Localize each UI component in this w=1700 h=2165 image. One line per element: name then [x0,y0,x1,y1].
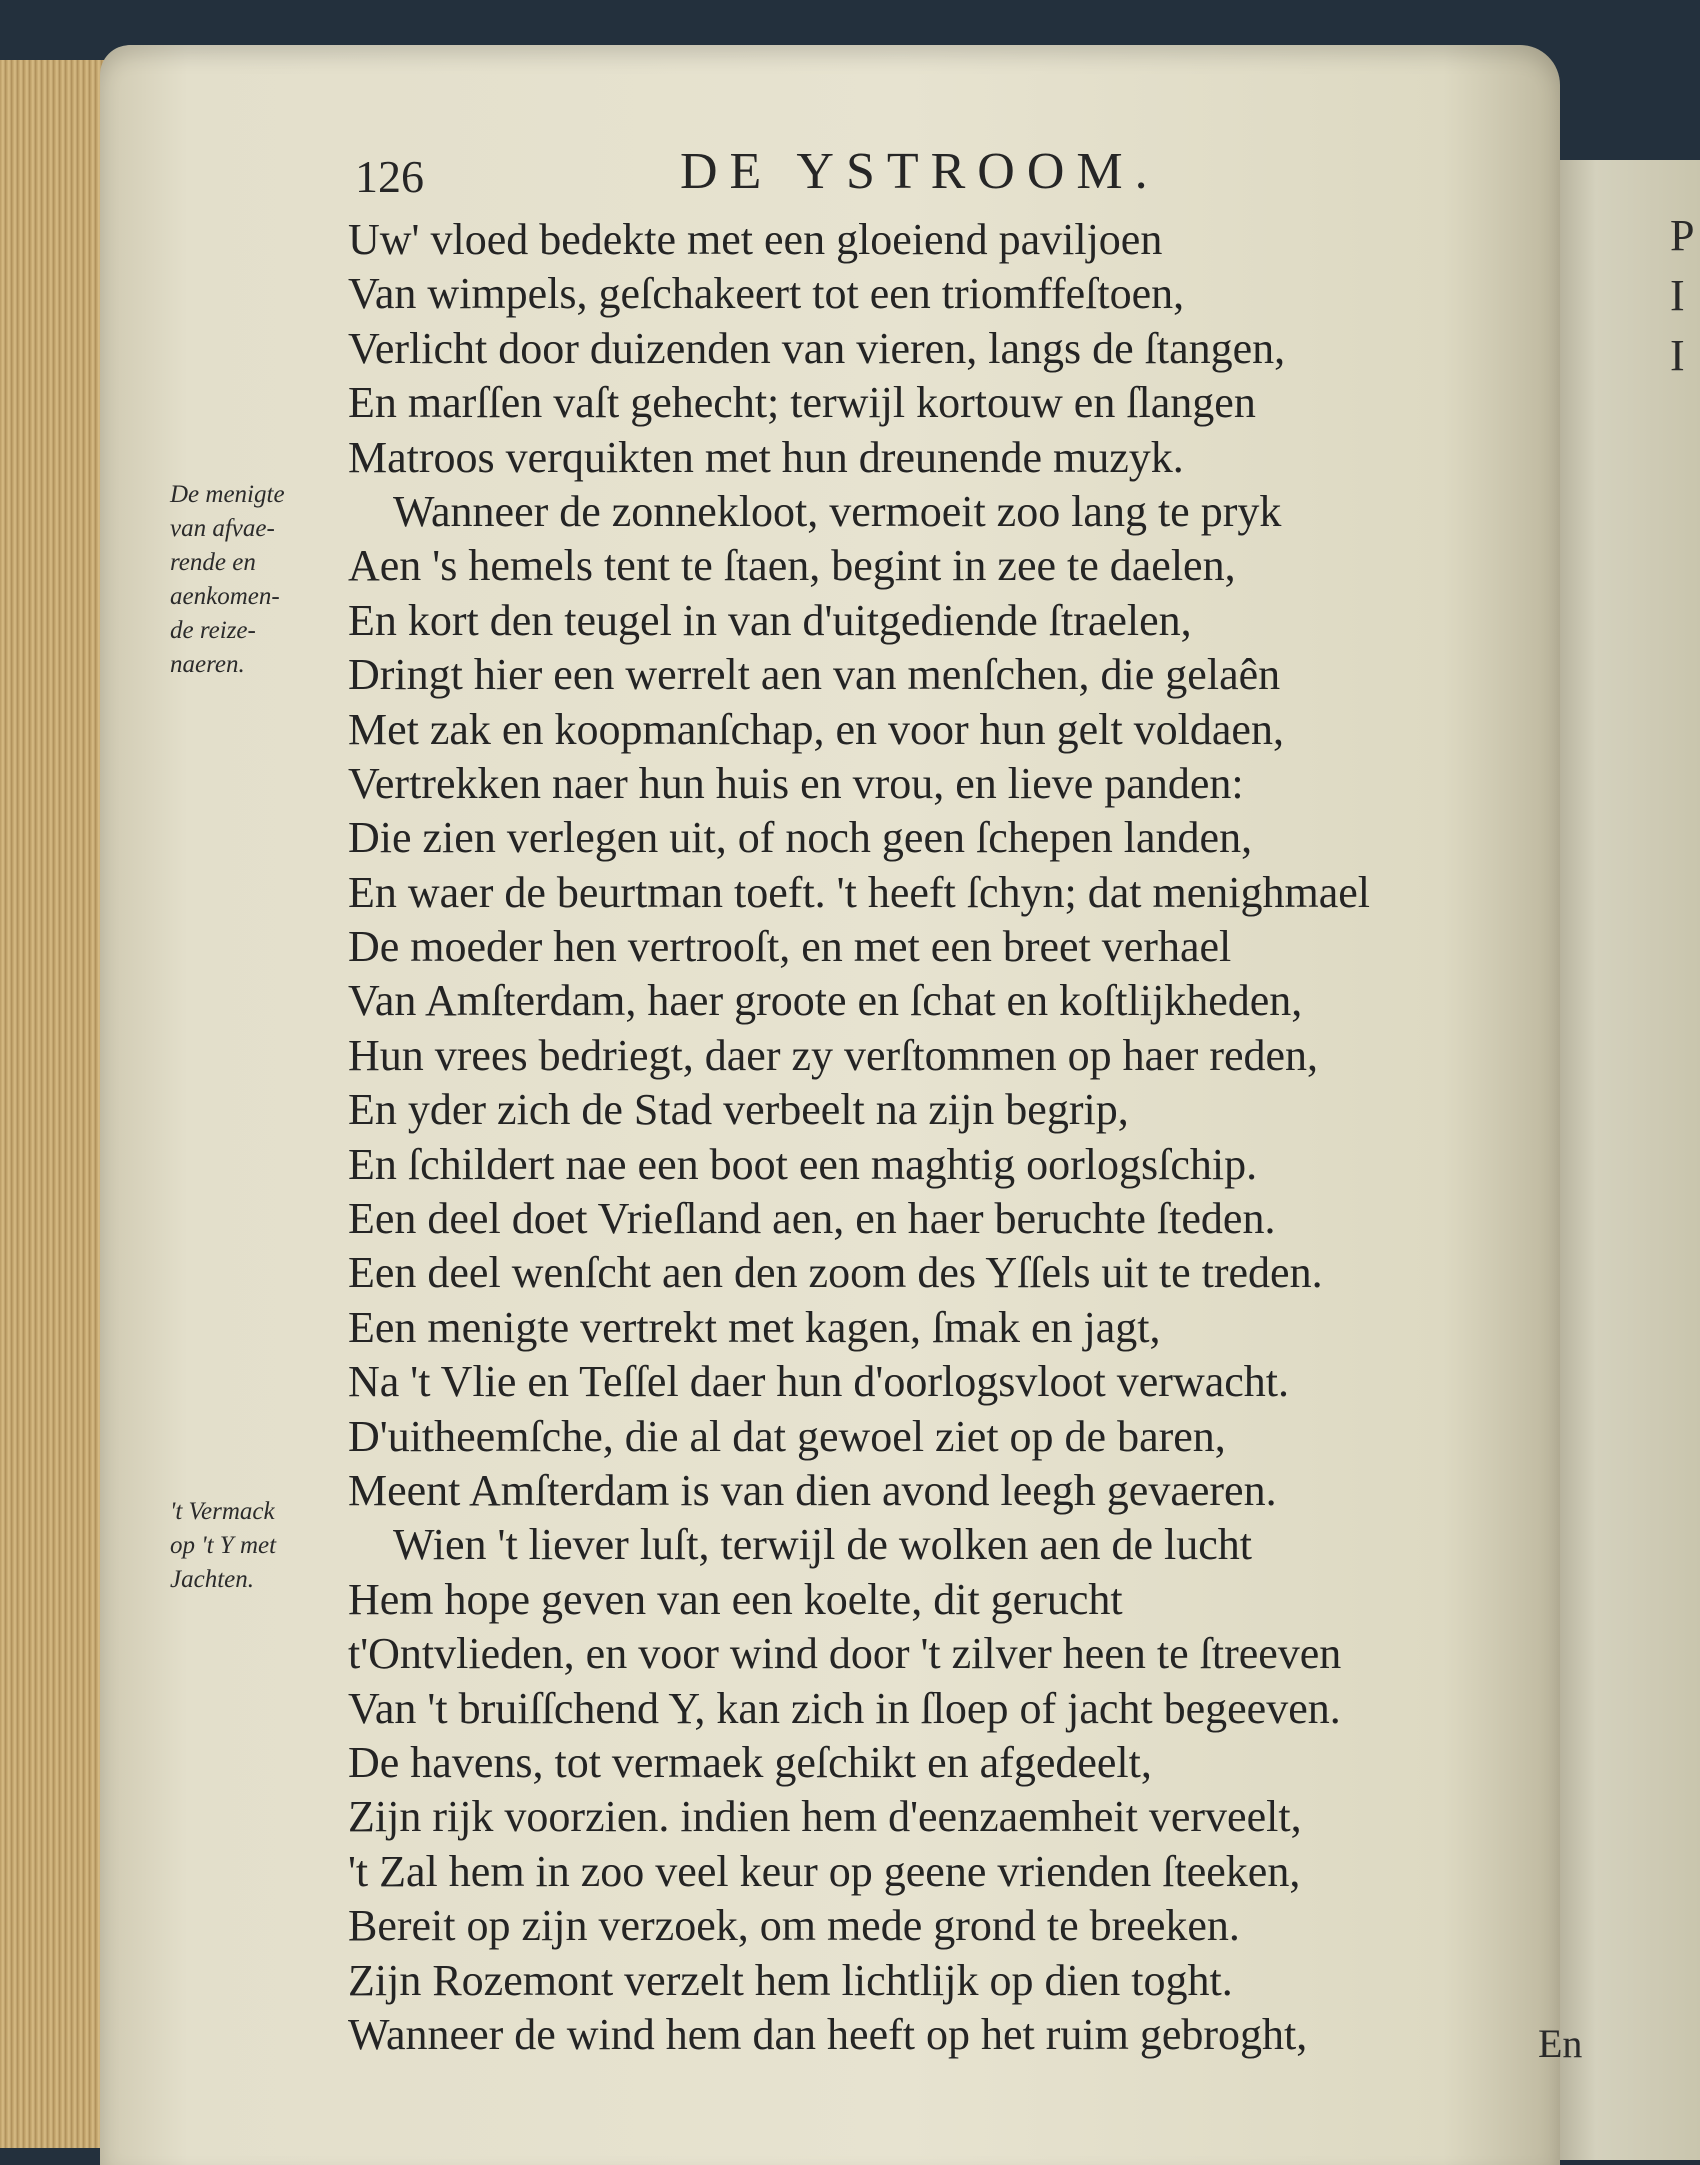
text-line: Hem hope geven van een koelte, dit gerucht [348,1574,1123,1624]
text-line: Van 't bruiſſchend Y, kan zich in ſloep of jacht begeeven. [348,1683,1341,1733]
text-line: 't Zal hem in zoo veel keur op geene vrienden ſteeken, [348,1846,1301,1896]
margin-note-line: naeren. [170,651,245,678]
facing-page-letter: I [1670,331,1685,380]
text-line: Na 't Vlie en Teſſel daer hun d'oorlogsvloot verwacht. [348,1357,1290,1407]
margin-note-line: 't Vermack [170,1498,275,1525]
margin-note-line: van afvae- [170,515,275,542]
text-line: Een deel doet Vrieſland aen, en haer beruchte ſteden. [348,1194,1276,1244]
text-line: Aen 's hemels tent te ſtaen, begint in zee te daelen, [348,541,1236,591]
poem-text [348,213,1568,2062]
margin-note-line: de reize- [170,617,256,644]
text-line: Meent Amſterdam is van dien avond leegh gevaeren. [348,1465,1277,1515]
margin-note-line: op 't Y met [170,1532,277,1559]
text-line: En marſſen vaſt gehecht; terwijl kortouw en ſlangen [348,378,1256,428]
running-head: DE YSTROOM. [680,143,1160,200]
text-line: Wanneer de zonnekloot, vermoeit zoo lang te pryk [393,486,1282,536]
facing-page-letter: P [1670,211,1695,260]
text-line: En ſchildert nae een boot een maghtig oorlogsſchip. [348,1139,1258,1189]
text-line: Hun vrees bedriegt, daer zy verſtommen op haer reden, [348,1030,1319,1080]
text-line: Dringt hier een werrelt aen van menſchen, die gelaên [348,650,1281,700]
text-line: Zijn Rozemont verzelt hem lichtlijk op dien toght. [348,1955,1233,2005]
text-line: Wanneer de wind hem dan heeft op het ruim gebroght, [348,2009,1308,2059]
text-line: Matroos verquikten met hun dreunende muzyk. [348,432,1184,482]
margin-note-line: aenkomen- [170,583,280,610]
facing-page-letter: I [1670,271,1685,320]
text-line: Een menigte vertrekt met kagen, ſmak en jagt, [348,1302,1161,1352]
text-line: D'uitheemſche, die al dat gewoel ziet op de baren, [348,1411,1226,1461]
text-line: En yder zich de Stad verbeelt na zijn begrip, [348,1085,1129,1135]
margin-note-line: De menigte [170,481,285,508]
text-line: Verlicht door duizenden van vieren, langs de ſtangen, [348,323,1286,373]
text-line: Een deel wenſcht aen den zoom des Yſſels uit te treden. [348,1248,1323,1298]
text-line: De havens, tot vermaek geſchikt en afgedeelt, [348,1737,1152,1787]
text-line: En kort den teugel in van d'uitgediende ſtraelen, [348,595,1192,645]
text-line: Wien 't liever luſt, terwijl de wolken aen de lucht [393,1520,1252,1570]
text-line: Die zien verlegen uit, of noch geen ſchepen landen, [348,813,1253,863]
text-line: t'Ontvlieden, en voor wind door 't zilver heen te ſtreeven [348,1629,1342,1679]
text-line: De moeder hen vertrooſt, en met een breet verhael [348,922,1232,972]
page-number: 126 [355,151,424,202]
margin-note [170,478,345,682]
text-line: En waer de beurtman toeft. 't heeft ſchyn; dat menighmael [348,867,1370,917]
text-line: Met zak en koopmanſchap, en voor hun gelt voldaen, [348,704,1284,754]
text-line: Zijn rijk voorzien. indien hem d'eenzaemheit verveelt, [348,1792,1302,1842]
text-line: Uw' vloed bedekte met een gloeiend paviljoen [348,215,1163,264]
text-line: Bereit op zijn verzoek, om mede grond te breeken. [348,1901,1240,1951]
text-line: Van wimpels, geſchakeert tot een triomffeſtoen, [348,269,1185,319]
margin-note [170,1495,345,1597]
text-line: Van Amſterdam, haer groote en ſchat en koſtlijkheden, [348,976,1303,1026]
margin-note-line: rende en [170,549,256,576]
catchword: En [1538,2021,1583,2066]
text-line: Vertrekken naer hun huis en vrou, en lieve panden: [348,758,1244,808]
margin-note-line: Jachten. [170,1566,254,1593]
